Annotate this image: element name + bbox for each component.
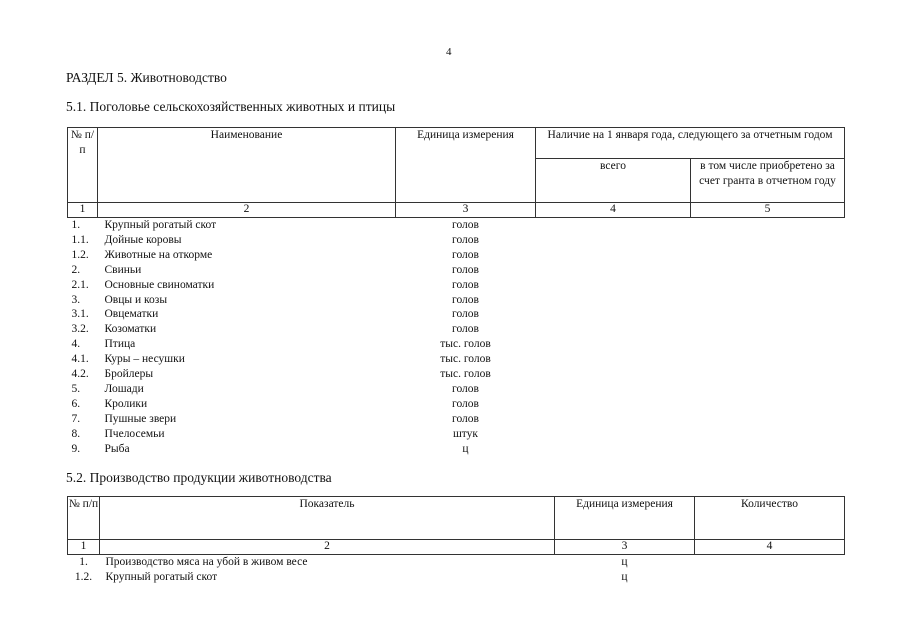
row-unit: ц [621, 571, 628, 583]
table-row [68, 442, 845, 457]
row-value-cell [691, 322, 845, 337]
row-number: 1.2. [74, 571, 93, 583]
table-row [68, 337, 845, 352]
row-value-cell [691, 263, 845, 278]
table-row [68, 322, 845, 337]
row-value-cell [695, 555, 845, 571]
col-index: 2 [100, 540, 555, 555]
table-row [68, 397, 845, 412]
row-number: 5. [71, 382, 81, 395]
row-unit: голов [452, 293, 479, 306]
table2-title: 5.2. Производство продукции животноводства [66, 470, 332, 485]
row-name: Куры – несушки [104, 353, 185, 366]
row-value-cell [536, 307, 691, 322]
row-value-cell [536, 352, 691, 367]
table-row [68, 382, 845, 397]
row-value-cell [691, 412, 845, 427]
row-value-cell [536, 397, 691, 412]
row-name: Крупный рогатый скот [104, 219, 217, 231]
row-number: 3.2. [71, 323, 89, 336]
table-row [68, 427, 845, 442]
col-index: 1 [68, 540, 100, 555]
row-value-cell [536, 322, 691, 337]
page-number: 4 [446, 46, 452, 58]
row-value-cell [536, 382, 691, 397]
section-title: РАЗДЕЛ 5. Животноводство [66, 70, 227, 85]
col-index: 4 [536, 203, 691, 218]
col-index: 5 [691, 203, 845, 218]
row-name: Свиньи [104, 263, 142, 276]
row-value-cell [691, 442, 845, 457]
row-name: Дойные коровы [104, 233, 182, 246]
row-name: Кролики [104, 397, 148, 410]
row-value-cell [536, 278, 691, 293]
row-value-cell [691, 427, 845, 442]
row-number: 4. [71, 338, 81, 351]
row-name: Крупный рогатый скот [105, 571, 218, 583]
row-name: Основные свиноматки [104, 278, 215, 291]
row-number: 7. [71, 412, 81, 425]
row-value-cell [691, 367, 845, 382]
header-presence: Наличие на 1 января года, следующего за отчетным годом [536, 128, 845, 159]
row-unit: голов [452, 248, 479, 261]
row-unit: голов [452, 278, 479, 291]
row-unit: голов [452, 308, 479, 321]
livestock-table [67, 127, 845, 457]
row-value-cell [691, 248, 845, 263]
table-row [68, 218, 845, 233]
row-value-cell [691, 293, 845, 308]
row-number: 3.1. [71, 308, 89, 321]
row-name: Лошади [104, 382, 144, 395]
table-row [68, 570, 845, 585]
row-unit: тыс. голов [440, 368, 491, 381]
row-unit: голов [452, 323, 479, 336]
table-row [68, 293, 845, 308]
header-quantity: Количество [695, 497, 845, 540]
row-number: 2. [71, 263, 81, 276]
row-value-cell [536, 412, 691, 427]
row-value-cell [695, 570, 845, 585]
row-number: 9. [71, 442, 81, 455]
row-unit: штук [452, 427, 479, 440]
row-number: 1. [71, 219, 81, 231]
row-value-cell [691, 397, 845, 412]
col-index: 1 [68, 203, 98, 218]
row-name: Бройлеры [104, 368, 154, 381]
row-name: Животные на откорме [104, 248, 213, 261]
row-name: Пчелосемьи [104, 427, 165, 440]
row-value-cell [691, 233, 845, 248]
row-number: 6. [71, 397, 81, 410]
header-name: Наименование [98, 128, 396, 203]
row-number: 4.1. [71, 353, 89, 366]
production-table [67, 496, 845, 585]
header-num: № п/п [68, 497, 100, 540]
table1-title: 5.1. Поголовье сельскохозяйственных животных и птицы [66, 99, 396, 114]
livestock-rows [68, 218, 845, 457]
table-row [68, 278, 845, 293]
row-value-cell [536, 263, 691, 278]
row-unit: голов [452, 233, 479, 246]
row-unit: ц [621, 556, 628, 568]
table-row [68, 412, 845, 427]
row-unit: тыс. голов [440, 353, 491, 366]
row-value-cell [536, 442, 691, 457]
row-value-cell [691, 352, 845, 367]
row-value-cell [691, 337, 845, 352]
row-value-cell [536, 218, 691, 233]
col-index: 4 [695, 540, 845, 555]
table-row [68, 367, 845, 382]
table-row [68, 248, 845, 263]
col-index: 3 [555, 540, 695, 555]
header-unit: Единица измерения [396, 128, 536, 203]
row-value-cell [536, 233, 691, 248]
row-number: 1.1. [71, 233, 89, 246]
row-unit: тыс. голов [440, 338, 491, 351]
row-value-cell [536, 337, 691, 352]
row-number: 1. [79, 556, 88, 568]
production-rows [68, 555, 845, 586]
table-row [68, 307, 845, 322]
table-row [68, 352, 845, 367]
row-name: Птица [104, 338, 136, 351]
row-name: Пушные звери [104, 412, 177, 425]
row-value-cell [536, 293, 691, 308]
table-row [68, 263, 845, 278]
row-value-cell [691, 218, 845, 233]
col-index: 2 [98, 203, 396, 218]
header-unit: Единица измерения [555, 497, 695, 540]
row-number: 8. [71, 427, 81, 440]
row-value-cell [536, 248, 691, 263]
table-row [68, 233, 845, 248]
header-num: № п/п [68, 128, 98, 203]
row-number: 3. [71, 293, 81, 306]
row-value-cell [691, 278, 845, 293]
row-unit: голов [452, 397, 479, 410]
row-unit: ц [462, 442, 469, 455]
row-unit: голов [452, 382, 479, 395]
col-index: 3 [396, 203, 536, 218]
row-number: 4.2. [71, 368, 89, 381]
row-unit: голов [452, 219, 479, 231]
row-unit: голов [452, 412, 479, 425]
header-grant: в том числе приобретено за счет гранта в отчетном году [691, 159, 845, 203]
header-indicator: Показатель [100, 497, 555, 540]
row-name: Рыба [104, 442, 130, 455]
row-name: Овцы и козы [104, 293, 168, 306]
row-number: 2.1. [71, 278, 89, 291]
table-row [68, 555, 845, 571]
row-name: Козоматки [104, 323, 157, 336]
row-name: Производство мяса на убой в живом весе [105, 556, 308, 568]
row-number: 1.2. [71, 248, 89, 261]
row-value-cell [691, 382, 845, 397]
row-value-cell [536, 367, 691, 382]
row-unit: голов [452, 263, 479, 276]
row-value-cell [536, 427, 691, 442]
row-name: Овцематки [104, 308, 159, 321]
header-total: всего [536, 159, 691, 203]
row-value-cell [691, 307, 845, 322]
